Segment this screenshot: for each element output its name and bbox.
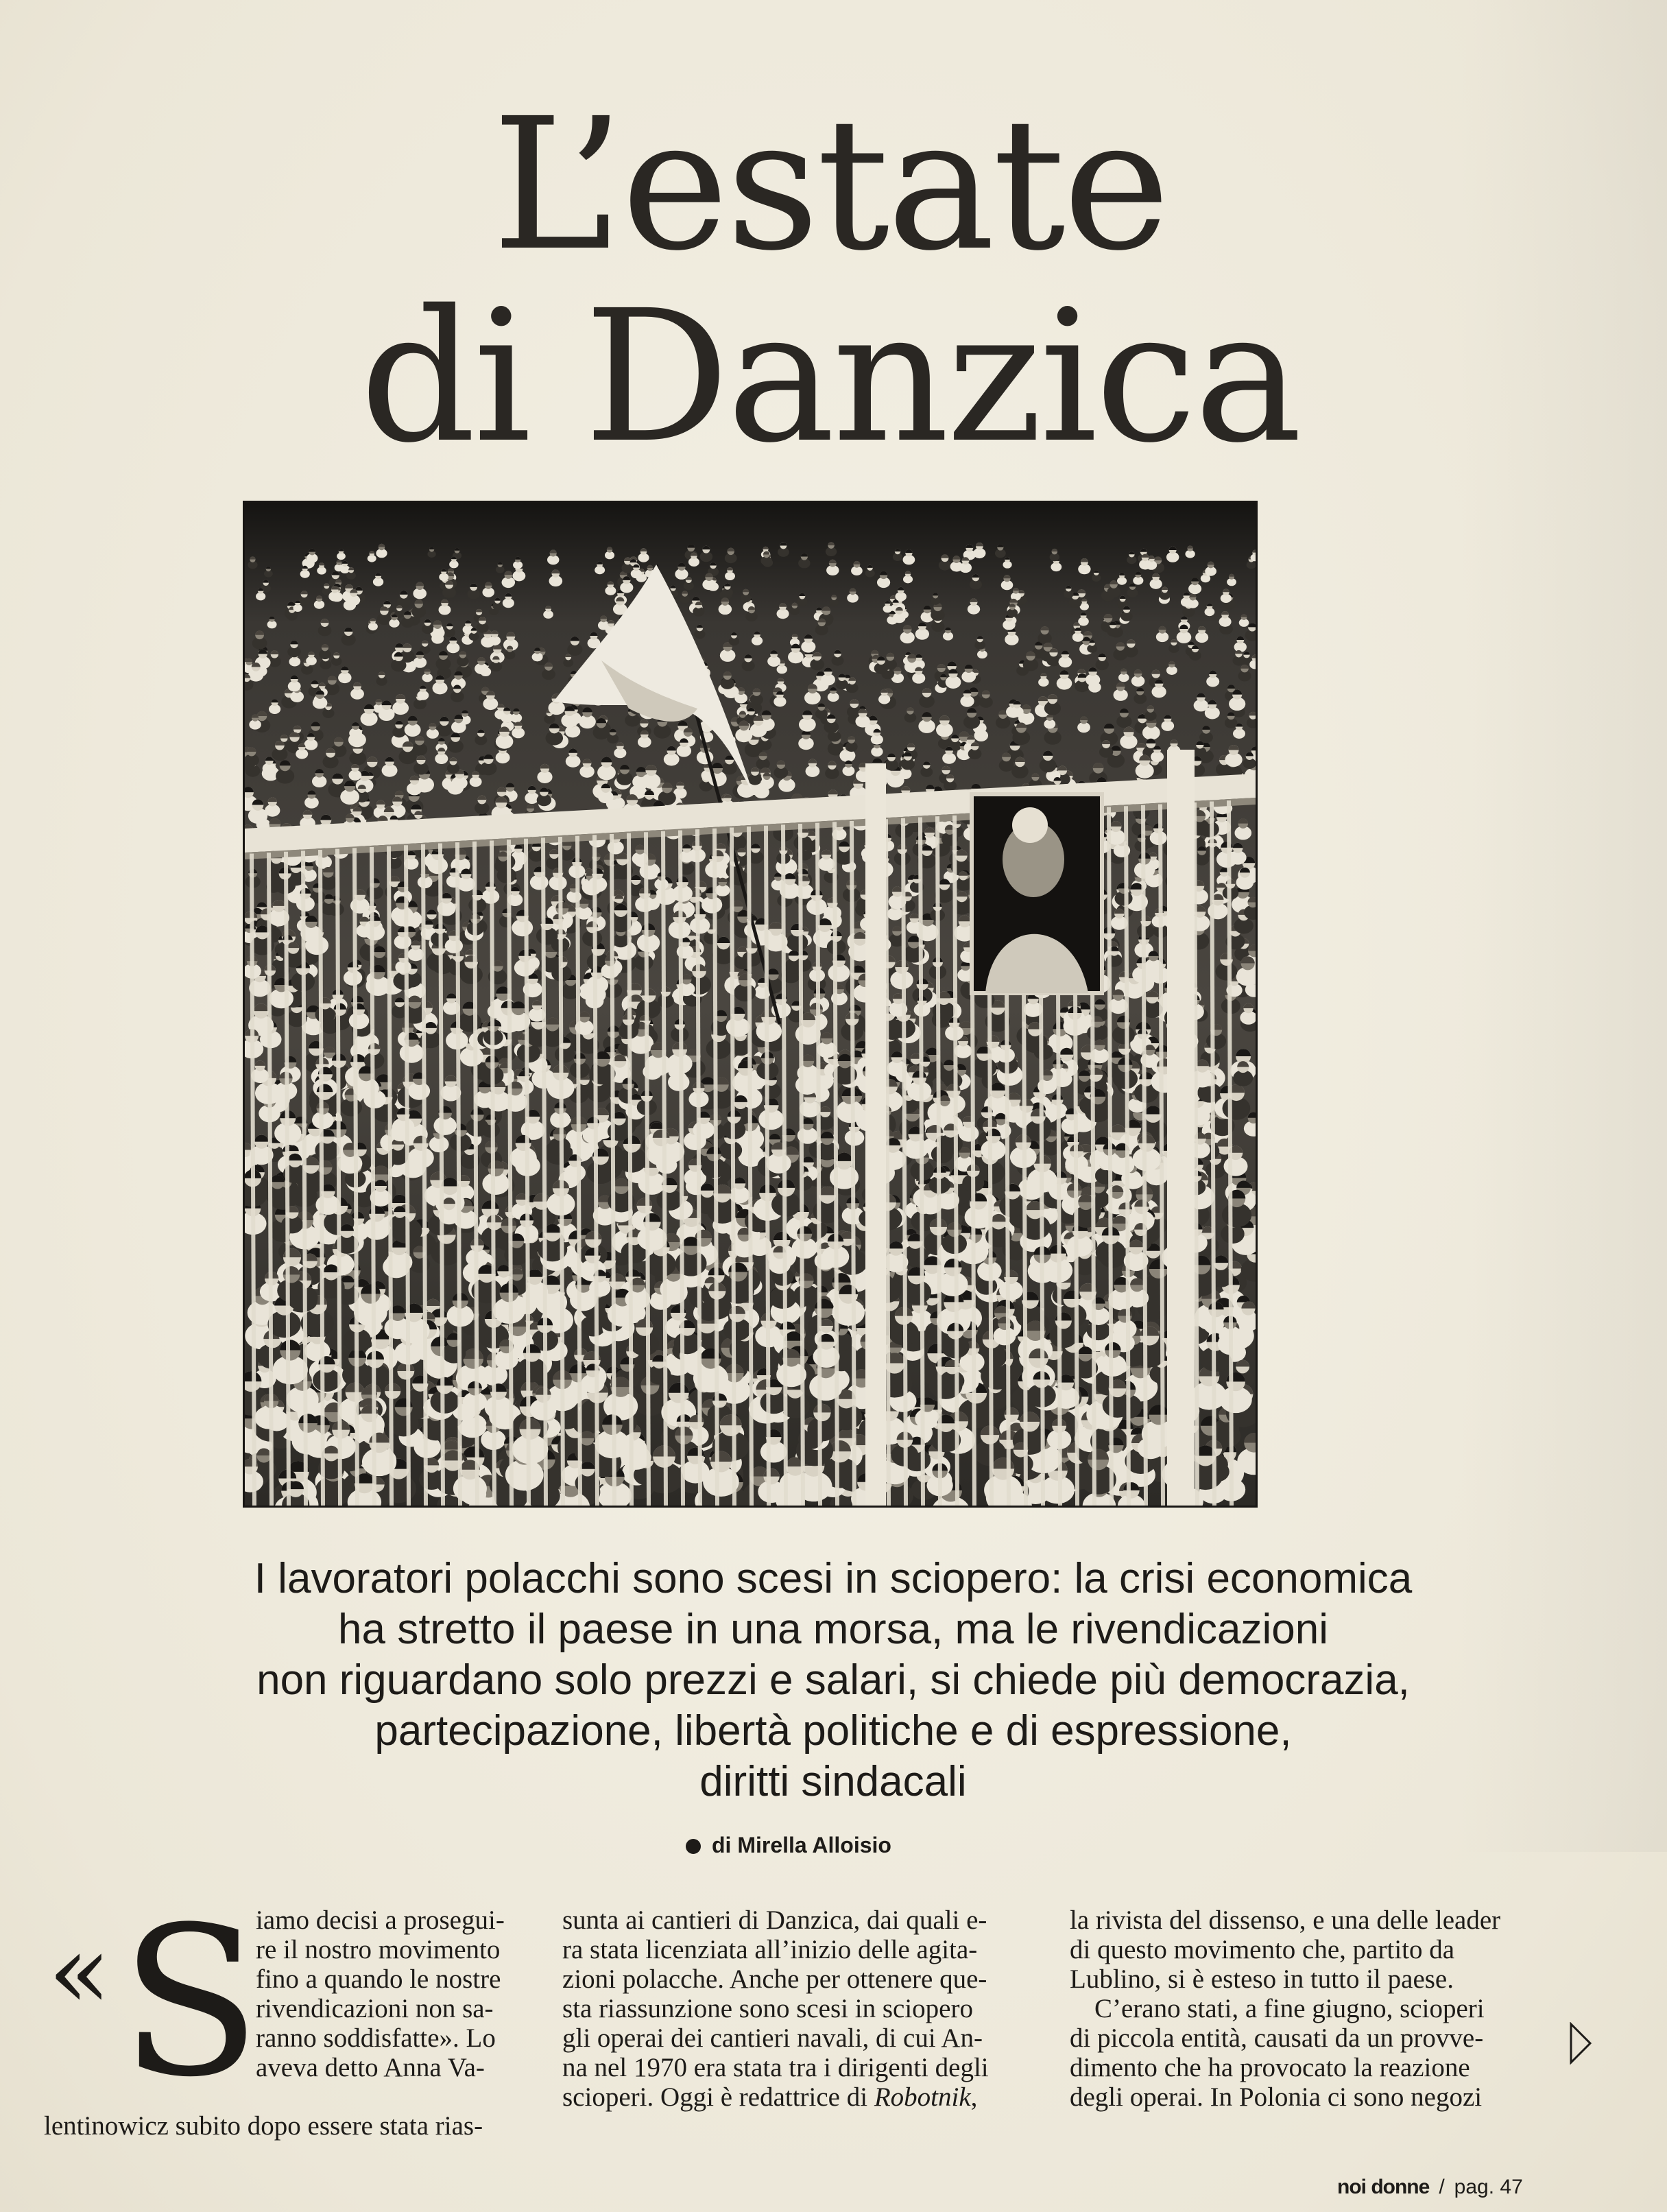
body-line-text: , (970, 2082, 978, 2112)
standfirst-line: diritti sindacali (699, 1758, 967, 1805)
byline-text: di Mirella Alloisio (712, 1833, 891, 1857)
dropcap-letter: S (120, 1883, 261, 2122)
continue-arrow-icon (1569, 2022, 1592, 2068)
body-column-1 (256, 1905, 505, 2082)
headline-line-1: L’estate (492, 80, 1168, 291)
standfirst-line: I lavoratori polacchi sono scesi in sciopero: la crisi economica (254, 1555, 1413, 1602)
body-line: lentinowicz subito dopo essere stata rias- (44, 2111, 483, 2141)
body-line (562, 2082, 989, 2112)
standfirst-line: ha stretto il paese in una morsa, ma le rivendicazioni (338, 1606, 1328, 1653)
standfirst-line: partecipazione, libertà politiche e di espressione, (374, 1707, 1292, 1755)
folio-separator: / (1439, 2176, 1445, 2198)
body-line: fino a quando le nostre (256, 1964, 501, 1994)
body-line: C’erano stati, a fine giugno, scioperi (1094, 1994, 1485, 2023)
body-line: degli operai. In Polonia ci sono negozi (1070, 2082, 1483, 2112)
body-line: aveva detto Anna Va- (256, 2053, 485, 2082)
body-line: rivendicazioni non sa- (256, 1994, 494, 2023)
body-line-text: scioperi. Oggi è redattrice di (562, 2082, 874, 2112)
body-line: iamo decisi a prosegui- (256, 1905, 505, 1935)
body-line: dimento che ha provocato la reazione (1070, 2053, 1470, 2082)
body-line: sta riassunzione sono scesi in sciopero (562, 1994, 973, 2023)
body-line: di questo movimento che, partito da (1070, 1935, 1455, 1964)
body-line: ra stata licenziata all’inizio delle agita- (562, 1935, 978, 1964)
dropcap-quote: « (48, 1912, 111, 2032)
body-column-3 (1070, 1905, 1500, 2112)
body-line: Lublino, si è esteso in tutto il paese. (1070, 1964, 1454, 1994)
body-column-2 (562, 1905, 989, 2112)
byline (686, 1833, 891, 1858)
standfirst-line: non riguardano solo prezzi e salari, si chiede più democrazia, (256, 1656, 1410, 1704)
body-line: ranno soddisfatte». Lo (256, 2023, 496, 2053)
magazine-name: noi donne (1337, 2176, 1430, 2198)
bullet-icon (686, 1839, 701, 1854)
folio (1337, 2176, 1523, 2199)
body-line: la rivista del dissenso, e una delle leader (1070, 1905, 1501, 1935)
publication-name: Robotnik (874, 2082, 971, 2112)
body-line: di piccola entità, causati da un provve- (1070, 2023, 1484, 2053)
body-column-1-bottom (44, 2111, 483, 2141)
standfirst (103, 1554, 1563, 1807)
crowd-photo-illustration (245, 503, 1256, 1506)
body-line: gli operai dei cantieri navali, di cui An- (562, 2023, 983, 2053)
body-line: sunta ai cantieri di Danzica, dai quali e- (562, 1905, 987, 1935)
body-line: re il nostro movimento (256, 1935, 501, 1964)
crowd-photo (243, 501, 1258, 1508)
headline-line-2: di Danzica (359, 272, 1300, 483)
page-number: pag. 47 (1454, 2176, 1523, 2198)
body-line: na nel 1970 era stata tra i dirigenti degli (562, 2053, 989, 2082)
body-line: zioni polacche. Anche per ottenere que- (562, 1964, 987, 1994)
